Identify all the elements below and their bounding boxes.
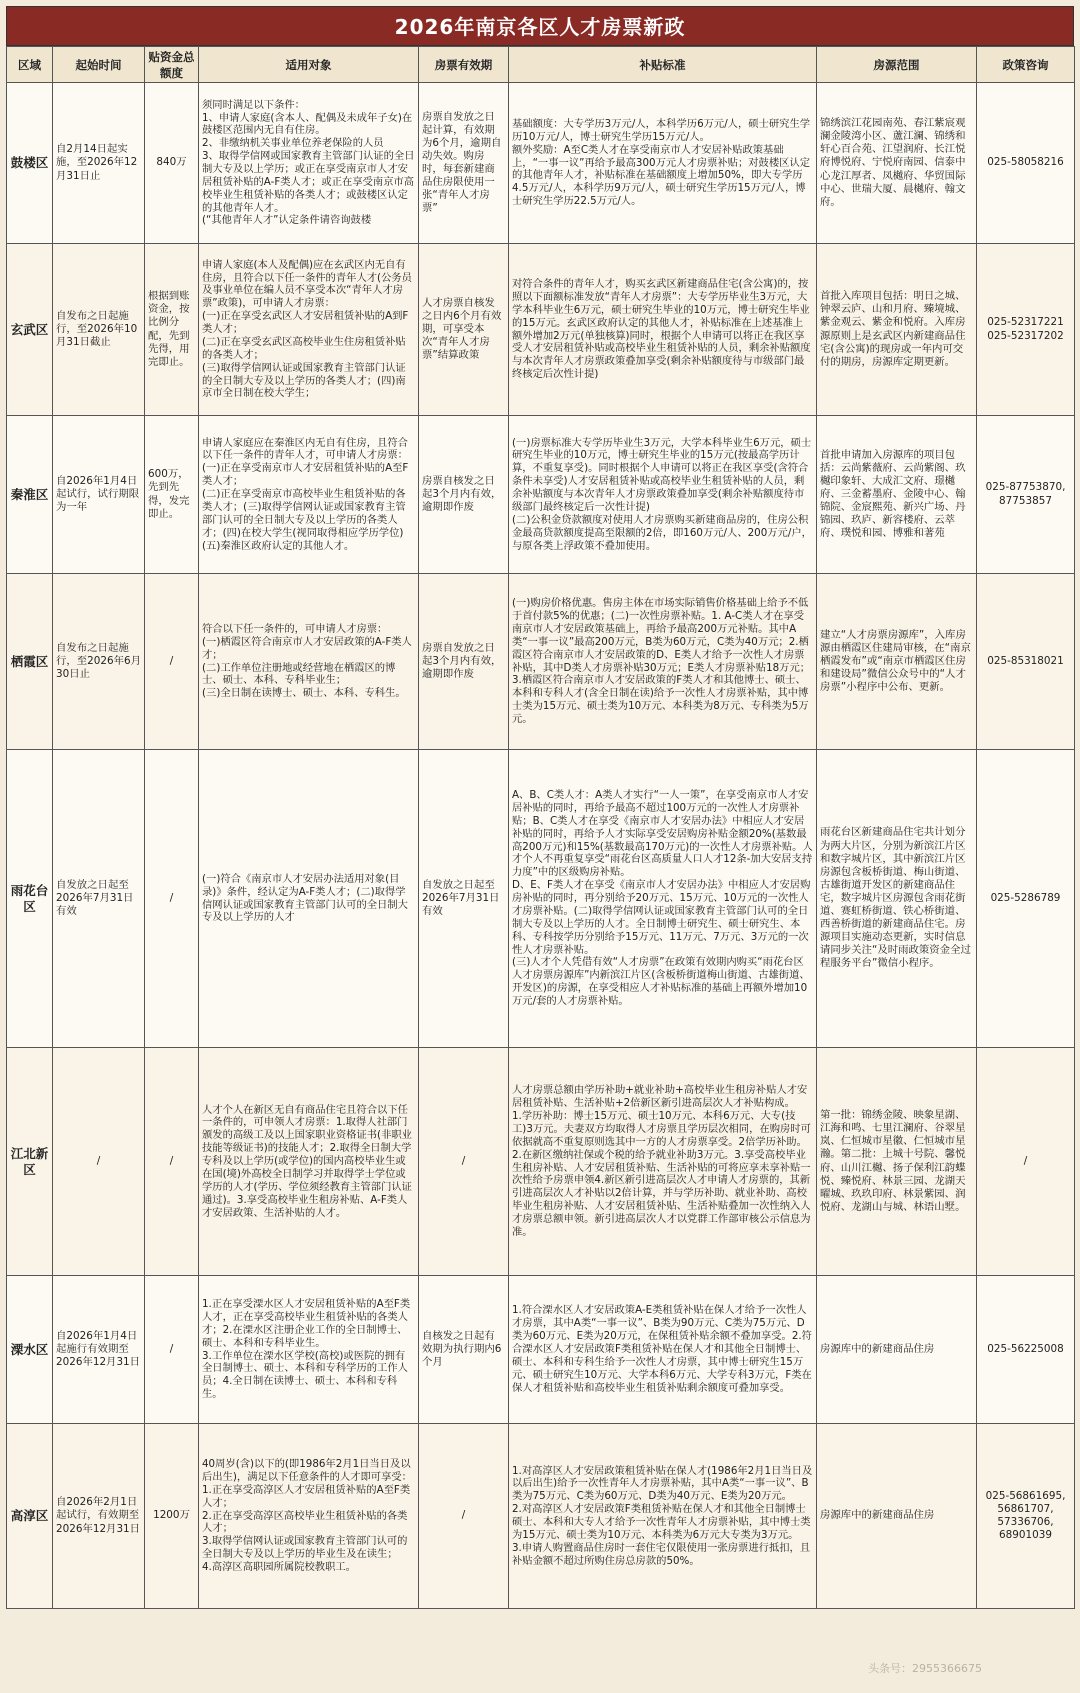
header-housing: 房源范围 bbox=[817, 47, 977, 83]
row-contact: / bbox=[977, 1048, 1075, 1276]
row-contact: 025-5286789 bbox=[977, 750, 1075, 1048]
row-subsidy: 1.符合溧水区人才安居政策A-E类租赁补贴在保人才给予一次性人才房票，其中A类“一事一议”、B类为90万元、C类为75万元、D类为60万元、E类为20万元，在保租赁补贴余额不叠加享受。2.符合溧水区人才安居政策F类租赁补贴在保人才和其他全日制博士、硕士、本科和专科生给予一次性人才房票，其中博士研究生15万元、硕士研究生10万元、大学本科6万元、大学专科3万元，F类在保人才租赁补贴和高校毕业生租赁补贴剩余额度可叠加享受。 bbox=[509, 1276, 817, 1424]
row-target: (一)符合《南京市人才安居办法适用对象(目录)》条件，经认定为A-F类人才；(二)取得学信网认证或国家教育主管部门认可的全日制大专及以上学历的人才 bbox=[199, 750, 419, 1048]
header-validity: 房票有效期 bbox=[419, 47, 509, 83]
row-budget: 根据到账资金，按比例分配，先到先得，用完即止。 bbox=[145, 244, 199, 416]
row-contact: 025-87753870, 87753857 bbox=[977, 416, 1075, 574]
row-subsidy: (一)房票标准大专学历毕业生3万元，大学本科毕业生6万元，硕士研究生毕业的10万元，博士研究生毕业的15万元(按最高学历计算，不重复享受)。同时根据个人申请可以将正在我区享受(含符合条件未享受)人才安居租赁补贴或高校毕业生租赁补贴的人员，剩余补贴额度与本次青年人才房票政策叠加享受(剩余补贴额度待市级部门最终核定后一次性计提) (二)公积金贷款额度对使用人才房票购买新建商品房的，住房公积金最高贷款额度提高至限额的2倍，即160万元/人、200万元/户，与原各类上浮政策不叠加使用。 bbox=[509, 416, 817, 574]
row-subsidy: 基础额度：大专学历3万元/人，本科学历6万元/人，硕士研究生学历10万元/人，博士研究生学历15万元/人。 额外奖励：A至C类人才在享受南京市人才安居补贴政策基础上，“一事一议”再给予最高300万元人才房票补贴；对鼓楼区认定的其他青年人才，补贴标准在基础额度上增加50%，即大专学历4.5万元/人，本科学历9万元/人，硕士研究生学历15万元/人，博士研究生学历22.5万元/人。 bbox=[509, 83, 817, 244]
table-header-row bbox=[7, 47, 1075, 83]
row-housing: 建立“人才房票房源库”，入库房源由栖霞区住建局审核，在“南京栖霞发布”或“南京市栖霞区住房和建设局”微信公众号中的“人才房票”小程序中公布、更新。 bbox=[817, 574, 977, 750]
row-validity: 房票自发放之日起3个月内有效，逾期即作废 bbox=[419, 574, 509, 750]
row-budget: 840万 bbox=[145, 83, 199, 244]
row-start: 自发布之日起施行，至2026年10月31日截止 bbox=[53, 244, 145, 416]
row-region: 溧水区 bbox=[7, 1276, 53, 1424]
row-target: 40周岁(含)以下的(即1986年2月1日当日及以后出生)，满足以下任意条件的人才即可享受： 1.正在享受高淳区人才安居租赁补贴的A至F类人才； 2.正在享受高淳区高校毕业生租赁补贴的各类人才； 3.取得学信网认证或国家教育主管部门认可的全日制大专及以上学历的毕业生及在读生； 4.高淳区高职园所属院校教职工。 bbox=[199, 1424, 419, 1609]
row-start: 自2026年1月4日起试行，试行期限为一年 bbox=[53, 416, 145, 574]
row-housing: 房源库中的新建商品住房 bbox=[817, 1276, 977, 1424]
table-row bbox=[7, 1276, 1075, 1424]
row-validity: 房票自核发之日起3个月内有效，逾期即作废 bbox=[419, 416, 509, 574]
row-region: 高淳区 bbox=[7, 1424, 53, 1609]
row-housing: 首批申请加入房源库的项目包括：云尚紫薇府、云尚紫阁、玖樾印象轩、大成汇文府、璟樾府、三金蓄墨府、金陵中心、翰锦院、金宸熙苑、新兴广场、丹锦园、玖庐、新容楼府、云萃府、璞悦和园、博雅和著苑 bbox=[817, 416, 977, 574]
header-region: 区域 bbox=[7, 47, 53, 83]
row-budget: / bbox=[145, 750, 199, 1048]
header-budget: 贴资金总额度 bbox=[145, 47, 199, 83]
row-budget: / bbox=[145, 1048, 199, 1276]
header-contact: 政策咨询 bbox=[977, 47, 1075, 83]
row-validity: 自发放之日起至2026年7月31日有效 bbox=[419, 750, 509, 1048]
row-subsidy: A、B、C类人才：A类人才实行“一人一策”，在享受南京市人才安居补贴的同时，再给予最高不超过100万元的一次性人才房票补贴；B、C类人才在享受《南京市人才安居办法》中相应人才安居补贴的同时，再给予人才实际享受安居购房补贴金额20%(基数最高200万元)和15%(基数最高170万元)的一次性人才房票补贴。人才个人不再重复享受“雨花台区高质量人口人才12条-加大安居支持力度”中的区级购房补贴。 D、E、F类人才在享受《南京市人才安居办法》中相应人才安居购房补贴的同时，再分别给予20万元、15万元、10万元的一次性人才房票补贴。(二)取得学信网认证或国家教育主管部门认可的全日制大专及以上学历的人才。全日制博士研究生、硕士研究生、本科、专科按学历分别给予15万元、11万元、7万元、3万元的一次性人才房票补贴。 (三)人才个人凭借有效“人才房票”在政策有效期内购买“雨花台区人才房票房源库”内新滨江片区(含板桥街道梅山街道、古雄街道、开发区)的房源，在享受相应人才补贴标准的基础上再额外增加10万元/套的人才房票补贴。 bbox=[509, 750, 817, 1048]
watermark-text: 头条号：2955366675 bbox=[868, 1662, 982, 1675]
page-title: 2026年南京各区人才房票新政 bbox=[6, 6, 1074, 46]
row-target: 申请人家庭(本人及配偶)应在玄武区内无自有住房，且符合以下任一条件的青年人才(公务员及事业单位在编人员不享受本次“青年人才房票”政策)，可申请人才房票： (一)正在享受玄武区人才安居租赁补贴的A到F类人才； (二)正在享受玄武区高校毕业生住房租赁补贴的各类人才； (三)取得学信网认证或国家教育主管部门认证的全日制大专及以上学历的各类人才；(四)南京市全日制在校大学生； bbox=[199, 244, 419, 416]
row-contact: 025-56861695, 56861707, 57336706, 68901039 bbox=[977, 1424, 1075, 1609]
row-housing: 第一批：锦绣金陵、映象星湖、江海和鸣、七里江澜府、谷翠星岚、仁恒城市星徽、仁恒城市星瀚。第二批：上城十号院、馨悦府、山川江樾、扬子保利江韵蝶悦、臻悦府、林景三园、龙湖天曜城、玖玖印府、林景紫园、润悦府、龙湖山与城、林语山墅。 bbox=[817, 1048, 977, 1276]
header-start: 起始时间 bbox=[53, 47, 145, 83]
row-target: 申请人家庭应在秦淮区内无自有住房，且符合以下任一条件的青年人才，可申请人才房票： (一)正在享受南京市人才安居租赁补贴的A至F类人才； (二)正在享受南京市高校毕业生租赁补贴的各类人才；(三)取得学信网认证或国家教育主管部门认可的全日制大专及以上学历的各类人才；(四)在校大学生(视同取得相应学历学位)(五)秦淮区政府认定的其他人才。 bbox=[199, 416, 419, 574]
row-region: 鼓楼区 bbox=[7, 83, 53, 244]
policy-table bbox=[6, 46, 1075, 1609]
row-target: 须同时满足以下条件： 1、申请人家庭(含本人、配偶及未成年子女)在鼓楼区范围内无自有住房。 2、非缴纳机关事业单位养老保险的人员 3、取得学信网或国家教育主管部门认证的全日制大专及以上学历；或正在享受南京市人才安居租赁补贴的A-F类人才；或正在享受南京市高校毕业生租赁补贴的各类人才；或鼓楼区认定的其他青年人才。 (“其他青年人才”认定条件请咨询鼓楼 bbox=[199, 83, 419, 244]
table-row bbox=[7, 750, 1075, 1048]
header-target: 适用对象 bbox=[199, 47, 419, 83]
row-start: 自发布之日起施行，至2026年6月30日止 bbox=[53, 574, 145, 750]
row-region: 江北新区 bbox=[7, 1048, 53, 1276]
table-row bbox=[7, 416, 1075, 574]
row-start: 自2026年2月1日起试行，有效期至2026年12月31日 bbox=[53, 1424, 145, 1609]
row-housing: 锦绣滨江花园南苑、春江紫宸观澜金陵湾小区、蘆江澜、锦绣和轩心百合苑、江望润府、长江悦府博悦府、宁悦府南园、信泰中心龙江厚者、凤樾府、华贸国际中心、世瑞大厦、晨樾府、翰文府。 bbox=[817, 83, 977, 244]
row-validity: 自核发之日起有效期为执行期内6个月 bbox=[419, 1276, 509, 1424]
row-subsidy: 对符合条件的青年人才，购买玄武区新建商品住宅(含公寓)的，按照以下面额标准发放“青年人才房票”：大专学历毕业生3万元，大学本科毕业生6万元，硕士研究生毕业的10万元，博士研究生毕业的15万元。玄武区政府认定的其他人才，补贴标准在上述基准上额外增加2万元(单独核算)同时，根据个人申请可以将正在我区享受人才安居租赁补贴或高校毕业生租赁补贴的人员，剩余补贴额度与本次青年人才房票政策叠加享受(剩余补贴额度待与市级部门最终核定后次性计提) bbox=[509, 244, 817, 416]
row-housing: 房源库中的新建商品住房 bbox=[817, 1424, 977, 1609]
row-target: 1.正在享受溧水区人才安居租赁补贴的A至F类人才，正在享受高校毕业生租赁补贴的各类人才；2.在溧水区注册企业工作的全日制博士、硕士、本科和专科毕业生。 3.工作单位在溧水区学校(高校)或医院的拥有全日制博士、硕士、本科和专科学历的工作人员；4.全日制在读博士、硕士、本科和专科生。 bbox=[199, 1276, 419, 1424]
row-subsidy: 1.对高淳区人才安居政策租赁补贴在保人才(1986年2月1日当日及以后出生)给予一次性青年人才房票补贴，其中A类“一事一议”、B类为75万元、C类为60万元、D类为40万元、E类为20万元。 2.对高淳区人才安居政策F类租赁补贴在保人才和其他全日制博士硕士、本科和大专人才给予一次性青年人才房票补贴，其中博士类为15万元、硕士类为10万元、本科类为6万元大专类为3万元。 3.申请人购置商品住房时一套住宅仅限使用一张房票进行抵扣，且补贴金额不超过所购住房总房款的50%。 bbox=[509, 1424, 817, 1609]
table-row bbox=[7, 83, 1075, 244]
row-contact: 025-52317221 025-52317202 bbox=[977, 244, 1075, 416]
row-budget: / bbox=[145, 1276, 199, 1424]
row-contact: 025-85318021 bbox=[977, 574, 1075, 750]
row-region: 玄武区 bbox=[7, 244, 53, 416]
row-region: 栖霞区 bbox=[7, 574, 53, 750]
row-budget: 1200万 bbox=[145, 1424, 199, 1609]
row-start: 自2026年1月4日起施行有效期至2026年12月31日 bbox=[53, 1276, 145, 1424]
row-validity: 房票自发放之日起计算，有效期为6个月，逾期自动失效。购房时，每套新建商品住房限使用一张“青年人才房票” bbox=[419, 83, 509, 244]
row-budget: 600万，先到先得，发完即止。 bbox=[145, 416, 199, 574]
table-row bbox=[7, 1048, 1075, 1276]
row-region: 雨花台区 bbox=[7, 750, 53, 1048]
row-contact: 025-58058216 bbox=[977, 83, 1075, 244]
row-subsidy: 人才房票总额由学历补助+就业补助+高校毕业生租房补贴人才安居租赁补贴、生活补贴+2倍新区新引进高层次人才补贴构成。 1.学历补助：博士15万元、硕士10万元、本科6万元、大专(技工)3万元。夫妻双方均取得人才房票且学历层次相同，在购房时可依据就高不重复原则选其中一方的人才房票享受。2倍学历补助。 2.在新区缴纳社保或个税的给予就业补助3万元。3.享受高校毕业生租房补贴、人才安居租赁补贴、生活补贴的可将应享未享补贴一次性给予房票申领4.新区新引进高层次人才申请人才房票的，其新引进高层次人才补贴以2倍计算，并与学历补助、就业补助、高校毕业生租房补贴、人才安居租赁补贴、生活补贴叠加一次性纳入人才房票总额申领。新引进高层次人才以党群工作部审核公示信息为准。 bbox=[509, 1048, 817, 1276]
header-subsidy: 补贴标准 bbox=[509, 47, 817, 83]
row-contact: 025-56225008 bbox=[977, 1276, 1075, 1424]
row-budget: / bbox=[145, 574, 199, 750]
row-housing: 雨花台区新建商品住宅共计划分为两大片区，分别为新滨江片区和数字城片区，其中新滨江片区房源包含板桥街道、梅山街道、古雄街道开发区的新建商品住宅，数字城片区房源包含雨花街道、赛虹桥街道、铁心桥街道、西善桥街道的新建商品住宅。房源项目实施动态更新，实时信息请同步关注“及时雨政策资金全过程服务平台”微信小程序。 bbox=[817, 750, 977, 1048]
row-housing: 首批入库项目包括：明日之城、钟翠云庐、山和月府、臻境城、紫金观云、紫金和悦府。入库房源原则上是玄武区内新建商品住宅(含公寓)的现房或一年内可交付的期房，房源库定期更新。 bbox=[817, 244, 977, 416]
row-target: 人才个人在新区无自有商品住宅且符合以下任一条件的，可申领人才房票：1.取得人社部门颁发的高级工及以上国家职业资格证书(非职业技能等级证书)的技能人才；2.取得全日制大学专科及以上学历(或学位)的国内高校毕业生或在国(境)外高校全日制学习并取得学士学位或学历的人才(学历、学位须经教育主管部门认证通过)。3.享受高校毕业生租房补贴、A-F类人才安居政策、生活补贴的人才。 bbox=[199, 1048, 419, 1276]
row-validity: / bbox=[419, 1048, 509, 1276]
table-row bbox=[7, 1424, 1075, 1609]
row-validity: / bbox=[419, 1424, 509, 1609]
row-start: 自2月14日起实施，至2026年12月31日止 bbox=[53, 83, 145, 244]
row-subsidy: (一)购房价格优惠。售房主体在市场实际销售价格基础上给予不低于首付款5%的优惠；(二)一次性房票补贴。1. A-C类人才在享受南京市人才安居政策基础上，再给予最高200万元补贴。其中A类“一事一议”最高200万元，B类为60万元，C类为40万元；2.栖霞区符合南京市人才安居政策的D、E类人才给予一次性人才房票补贴，其中D类人才房票补贴30万元；E类人才房票补贴18万元；3.栖霞区符合南京市人才安居政策的F类人才和其他博士、硕士、本科和专科人才(含全日制在读)给予一次性人才房票补贴，其中博士类为15万元、硕士类为10万元、本科类为8万元、专科类为5万元。 bbox=[509, 574, 817, 750]
row-region: 秦淮区 bbox=[7, 416, 53, 574]
row-start: / bbox=[53, 1048, 145, 1276]
table-row bbox=[7, 244, 1075, 416]
row-validity: 人才房票自核发之日内6个月有效期，可享受本次“青年人才房票”结算政策 bbox=[419, 244, 509, 416]
row-start: 自发放之日起至2026年7月31日有效 bbox=[53, 750, 145, 1048]
table-row bbox=[7, 574, 1075, 750]
row-target: 符合以下任一条件的，可申请人才房票： (一)栖霞区符合南京市人才安居政策的A-F类人才； (二)工作单位注册地或经营地在栖霞区的博士、硕士、本科、专科毕业生； (三)全日制在读博士、硕士、本科、专科生。 bbox=[199, 574, 419, 750]
